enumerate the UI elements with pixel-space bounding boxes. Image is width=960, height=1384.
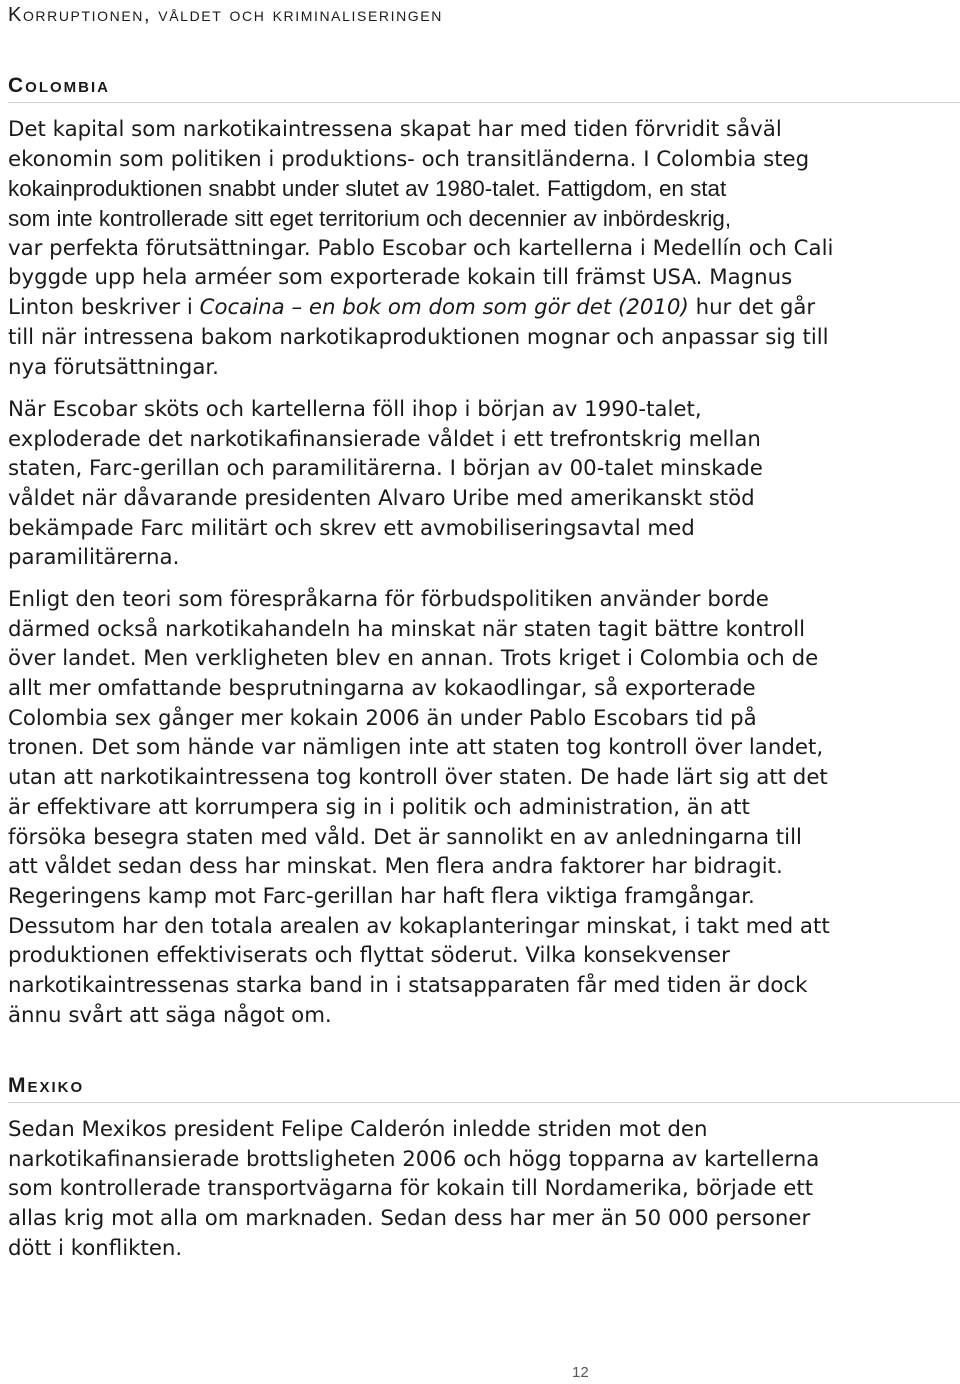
text-line: nya förutsättningar. — [8, 354, 219, 380]
text-line: kokainproduktionen snabbt under slutet av 1980-talet. Fattigdom, en stat — [8, 176, 727, 202]
paragraph — [8, 1115, 958, 1263]
text-line: som kontrollerade transportvägarna för kokain till Nordamerika, började ett — [8, 1176, 814, 1202]
text-line: var perfekta förutsättningar. Pablo Escobar och kartellerna i Medellín och Cali — [8, 235, 834, 261]
text-line: utan att narkotikaintressena tog kontroll över staten. De hade lärt sig att det — [8, 765, 828, 791]
text-line: exploderade det narkotikafinansierade våldet i ett trefrontskrig mellan — [8, 426, 761, 452]
text-line: Det kapital som narkotikaintressena skapat har med tiden förvridit såväl — [8, 117, 782, 142]
text-line: försöka besegra staten med våld. Det är sannolikt en av anledningarna till — [8, 824, 802, 850]
section-heading-colombia: Colombia — [8, 74, 110, 97]
text-line: När Escobar sköts och kartellerna föll ihop i början av 1990-talet, — [8, 397, 702, 422]
paragraph — [8, 115, 958, 382]
text-line: till när intressena bakom narkotikaproduktionen mognar och anpassar sig till — [8, 324, 829, 350]
text-line: är effektivare att korrumpera sig in i politik och administration, än att — [8, 794, 750, 820]
text-run: Linton beskriver i — [8, 295, 200, 321]
text-line: paramilitärerna. — [8, 545, 180, 571]
text-line: därmed också narkotikahandeln ha minskat när staten tagit bättre kontroll — [8, 616, 806, 642]
text-line: över landet. Men verkligheten blev en annan. Trots kriget i Colombia och de — [8, 646, 819, 672]
text-line: Regeringens kamp mot Farc-gerillan har haft flera viktiga framgångar. — [8, 883, 755, 909]
text-line: byggde upp hela arméer som exporterade kokain till främst USA. Magnus — [8, 265, 793, 291]
section-heading-mexiko: Mexiko — [8, 1074, 85, 1097]
text-line: dött i konflikten. — [8, 1235, 183, 1261]
section-rule — [8, 1102, 960, 1103]
paragraph — [8, 395, 958, 573]
paragraph — [8, 585, 958, 1030]
text-line: att våldet sedan dess har minskat. Men flera andra faktorer har bidragit. — [8, 854, 783, 880]
text-line: Sedan Mexikos president Felipe Calderón inledde striden mot den — [8, 1117, 708, 1142]
running-head: Korruptionen, våldet och kriminaliseringen — [8, 4, 443, 26]
page-number: 12 — [572, 1364, 589, 1381]
text-line: våldet när dåvarande presidenten Alvaro Uribe med amerikanskt stöd — [8, 486, 755, 512]
text-line: ekonomin som politiken i produktions- och transitländerna. I Colombia steg — [8, 146, 810, 172]
text-line: narkotikaintressenas starka band in i statsapparaten får med tiden är dock — [8, 972, 808, 998]
text-line: allt mer omfattande besprutningarna av kokaodlingar, så exporterade — [8, 676, 756, 702]
text-line: som inte kontrollerade sitt eget territorium och decennier av inbördeskrig, — [8, 206, 732, 232]
text-line: ännu svårt att säga något om. — [8, 1002, 332, 1028]
text-line: allas krig mot alla om marknaden. Sedan dess har mer än 50 000 personer — [8, 1206, 811, 1232]
book-title: Cocaina – en bok om dom som gör det (2010) — [199, 295, 689, 321]
text-line: produktionen effektiviserats och flyttat söderut. Vilka konsekvenser — [8, 943, 730, 969]
text-line: Enligt den teori som förespråkarna för förbudspolitiken använder borde — [8, 587, 769, 612]
text-line: staten, Farc-gerillan och paramilitärerna. I början av 00-talet minskade — [8, 456, 763, 482]
text-line — [8, 293, 958, 323]
text-line: narkotikafinansierade brottsligheten 2006 och högg topparna av kartellerna — [8, 1146, 820, 1172]
text-run: hur det går — [688, 295, 816, 321]
text-line: Dessutom har den totala arealen av kokaplanteringar minskat, i takt med att — [8, 913, 830, 939]
text-line: Colombia sex gånger mer kokain 2006 än under Pablo Escobars tid på — [8, 705, 757, 731]
text-line: bekämpade Farc militärt och skrev ett avmobiliseringsavtal med — [8, 515, 695, 541]
text-line: tronen. Det som hände var nämligen inte att staten tog kontroll över landet, — [8, 735, 824, 761]
section-rule — [8, 102, 960, 103]
